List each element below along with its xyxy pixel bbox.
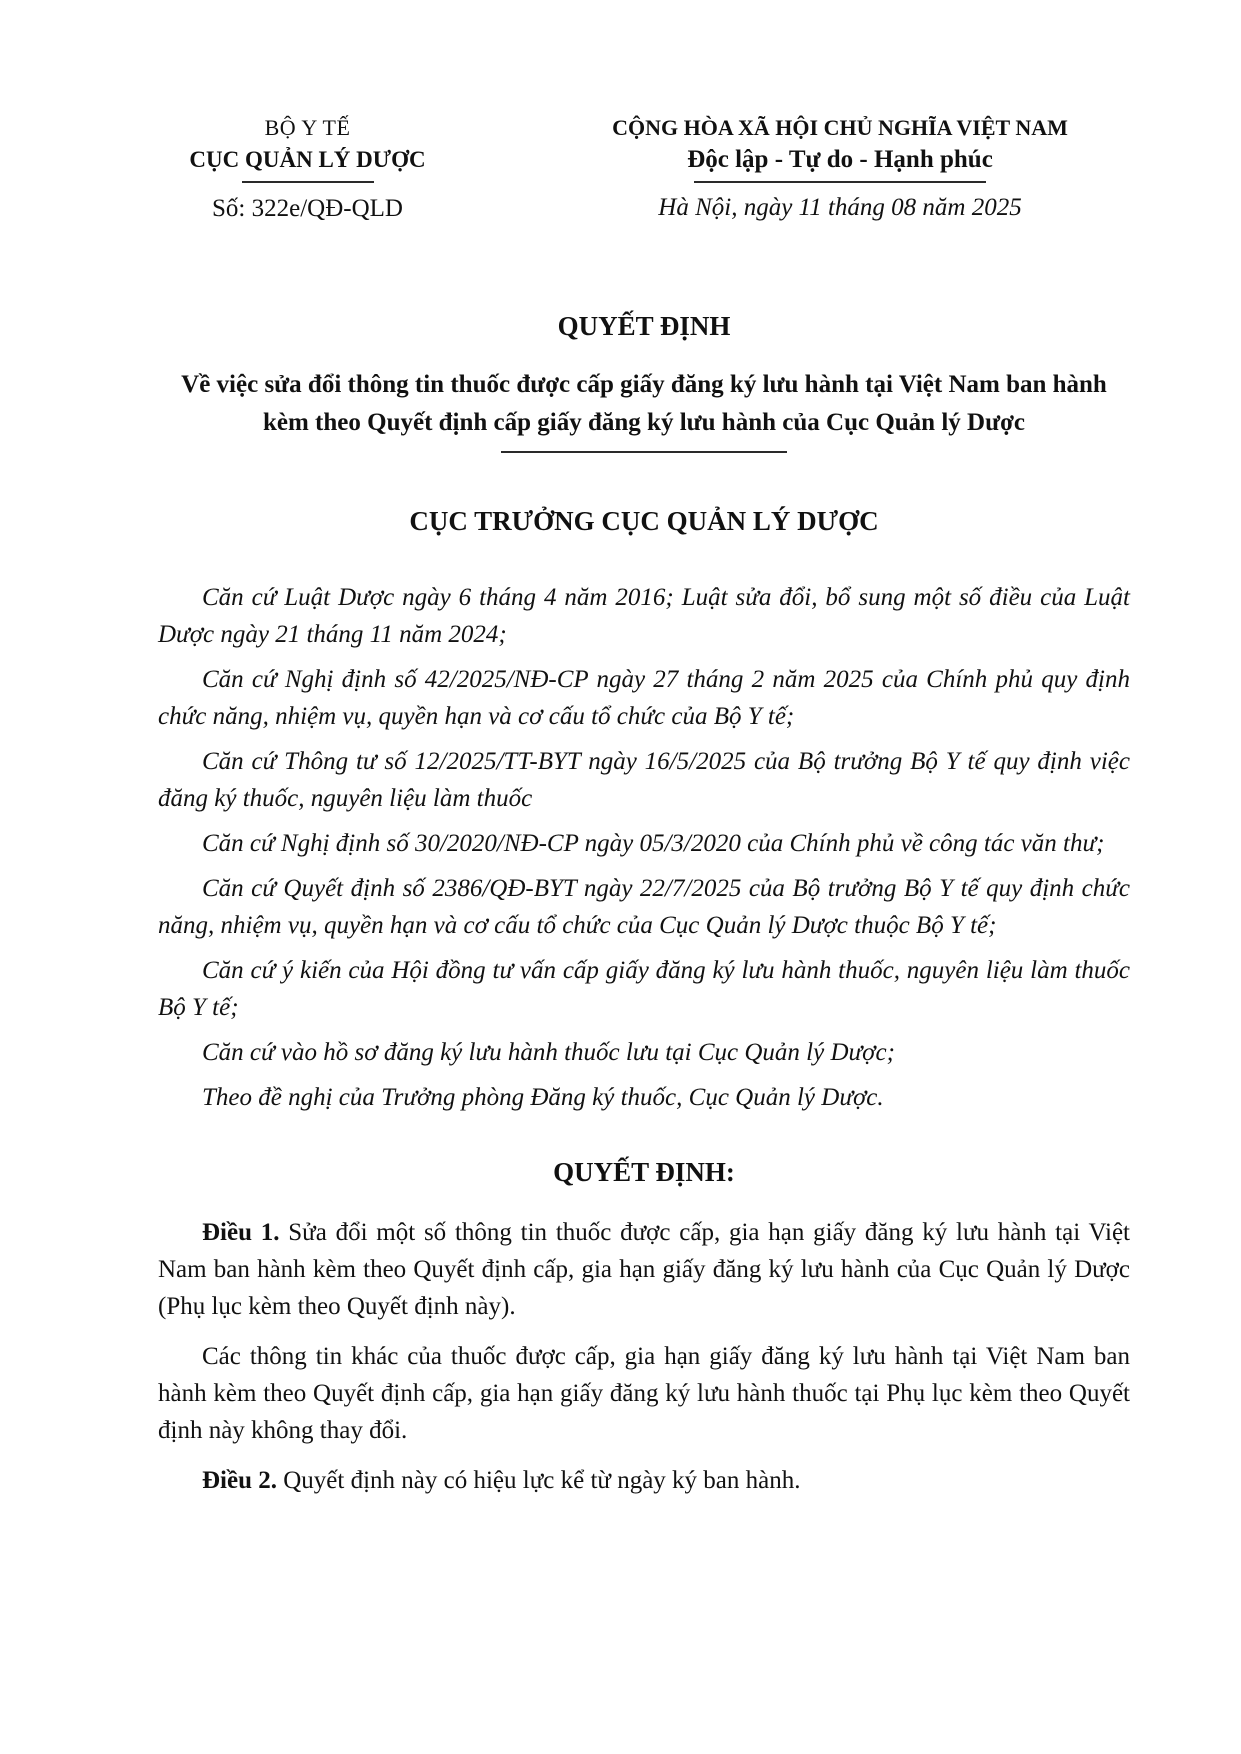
article-2-text: Quyết định này có hiệu lực kể từ ngày ký ban hành. — [283, 1467, 801, 1494]
article-2-paragraph — [158, 1462, 1130, 1499]
preamble-section — [158, 579, 1130, 1116]
national-motto: Độc lập - Tự do - Hạnh phúc — [687, 146, 993, 173]
article-1-paragraph — [158, 1214, 1130, 1325]
document-title: QUYẾT ĐỊNH — [557, 311, 731, 341]
article-2-label: Điều 2. — [202, 1467, 277, 1494]
document-subject: Về việc sửa đổi thông tin thuốc được cấp giấy đăng ký lưu hành tại Việt Nam ban hành kèm theo Quyết định cấp giấy đăng ký lưu hành của Cục Quản lý Dược — [181, 371, 1107, 436]
article-1-text-2: Các thông tin khác của thuốc được cấp, gia hạn giấy đăng ký lưu hành tại Việt Nam ban hành kèm theo Quyết định cấp, gia hạn giấy đăng ký lưu hành thuốc tại Phụ lục kèm theo Quyết định này không thay đổi. — [158, 1343, 1130, 1444]
articles-section — [158, 1214, 1130, 1499]
article-1-text: Sửa đổi một số thông tin thuốc được cấp, gia hạn giấy đăng ký lưu hành tại Việt Nam ban hành kèm theo Quyết định cấp, gia hạn giấy đăng ký lưu hành của Cục Quản lý Dược (Phụ lục kèm theo Quyết định này). — [158, 1219, 1131, 1320]
motto-underline — [694, 181, 986, 183]
agency-name: CỤC QUẢN LÝ DƯỢC — [189, 147, 426, 172]
preamble-paragraph: Căn cứ Nghị định số 30/2020/NĐ-CP ngày 05/3/2020 của Chính phủ về công tác văn thư; — [202, 830, 1105, 857]
subject-underline — [501, 451, 787, 453]
article-1-paragraph-2 — [158, 1338, 1130, 1449]
preamble-paragraph: Theo đề nghị của Trưởng phòng Đăng ký thuốc, Cục Quản lý Dược. — [202, 1084, 884, 1111]
ministry-name: BỘ Y TẾ — [264, 115, 351, 140]
decision-heading: QUYẾT ĐỊNH: — [553, 1157, 735, 1187]
document-number: Số: 322e/QĐ-QLD — [212, 195, 403, 222]
authority-title: CỤC TRƯỞNG CỤC QUẢN LÝ DƯỢC — [409, 506, 879, 536]
national-header-block — [540, 112, 1140, 224]
preamble-paragraph: Căn cứ ý kiến của Hội đồng tư vấn cấp giấy đăng ký lưu hành thuốc, nguyên liệu làm thuốc Bộ Y tế; — [158, 957, 1130, 1021]
article-1-label: Điều 1. — [202, 1219, 280, 1246]
agency-underline — [242, 181, 374, 183]
preamble-paragraph: Căn cứ Luật Dược ngày 6 tháng 4 năm 2016; Luật sửa đổi, bổ sung một số điều của Luật Dược ngày 21 tháng 11 năm 2024; — [158, 584, 1130, 648]
preamble-paragraph: Căn cứ vào hồ sơ đăng ký lưu hành thuốc lưu tại Cục Quản lý Dược; — [202, 1039, 895, 1066]
place-and-date: Hà Nội, ngày 11 tháng 08 năm 2025 — [658, 194, 1022, 221]
document-body — [0, 310, 1241, 1499]
preamble-paragraph: Căn cứ Quyết định số 2386/QĐ-BYT ngày 22/7/2025 của Bộ trưởng Bộ Y tế quy định chức năng, nhiệm vụ, quyền hạn và cơ cấu tổ chức của Cục Quản lý Dược thuộc Bộ Y tế; — [158, 875, 1130, 939]
preamble-paragraph: Căn cứ Nghị định số 42/2025/NĐ-CP ngày 27 tháng 2 năm 2025 của Chính phủ quy định chức năng, nhiệm vụ, quyền hạn và cơ cấu tổ chức của Bộ Y tế; — [158, 666, 1130, 730]
national-title: CỘNG HÒA XÃ HỘI CHỦ NGHĨA VIỆT NAM — [612, 115, 1068, 140]
issuing-agency-block — [145, 112, 470, 225]
document-header — [0, 0, 1241, 232]
preamble-paragraph: Căn cứ Thông tư số 12/2025/TT-BYT ngày 16/5/2025 của Bộ trưởng Bộ Y tế quy định việc đăng ký thuốc, nguyên liệu làm thuốc — [158, 748, 1130, 812]
